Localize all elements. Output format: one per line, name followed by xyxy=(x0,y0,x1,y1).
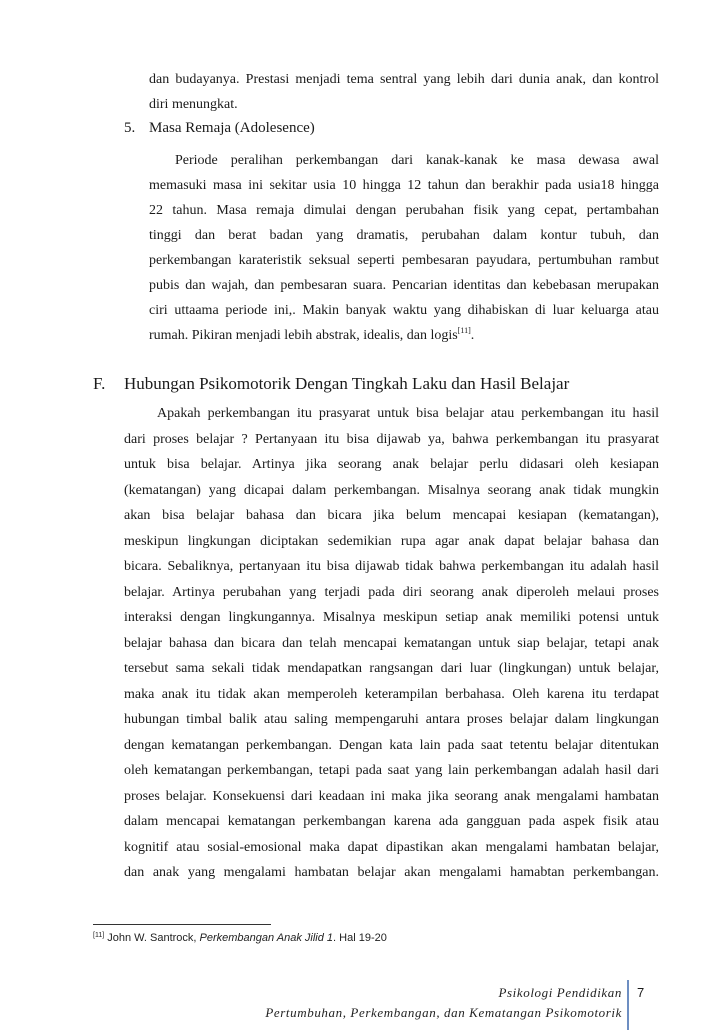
footer-divider xyxy=(627,980,629,1030)
footnote-marker: [11] xyxy=(93,932,105,939)
paragraph-line: diri menungkat. xyxy=(149,97,238,112)
paragraph-line: dengan kematangan perkembangan. Dengan kata lain pada saat tetentu belajar ditentukan xyxy=(124,738,659,753)
paragraph-line: oleh kematangan perkembangan, tetapi pada saat yang lain perkembangan adalah hasil dari xyxy=(124,763,659,778)
paragraph-text: rumah. Pikiran menjadi lebih abstrak, idealis, dan logis xyxy=(149,328,458,343)
paragraph-line: dan budayanya. Prestasi menjadi tema sentral yang lebih dari dunia anak, dan kontrol xyxy=(149,72,659,87)
footnote xyxy=(93,932,387,944)
paragraph-line: Apakah perkembangan itu prasyarat untuk bisa belajar atau perkembangan itu hasil xyxy=(157,406,659,421)
footer-course-title: Psikologi Pendidikan xyxy=(498,985,622,1000)
paragraph-line: maka anak itu tidak akan memperoleh keterampilan berbahasa. Oleh karena itu terdapat xyxy=(124,687,659,702)
paragraph-line: ciri uttaama periode ini,. Makin banyak waktu yang dihabiskan di luar keluarga atau xyxy=(149,303,659,318)
footnote-divider xyxy=(93,924,271,925)
paragraph-line: meskipun lingkungan diciptakan sedemikian rupa agar anak dapat belajar bahasa dan xyxy=(124,534,659,549)
paragraph-line: dari proses belajar ? Pertanyaan itu bisa dijawab ya, bahwa perkembangan itu prasyarat xyxy=(124,432,659,447)
paragraph-line: belajar bahasa dan bicara dan telah mencapai kematangan untuk siap belajar, tetapi anak xyxy=(124,636,659,651)
footnote-book-title: Perkembangan Anak Jilid 1 xyxy=(199,932,334,944)
section-letter: F. xyxy=(93,374,106,393)
paragraph-line: proses belajar. Konsekuensi dari keadaan ini maka jika seorang anak mengalami hambatan xyxy=(124,789,659,804)
paragraph-line: hubungan timbal balik atau saling mempengaruhi antara proses belajar dalam lingkungan xyxy=(124,712,659,727)
paragraph-line: (kematangan) yang dicapai dalam perkembangan. Misalnya seorang anak tidak mungkin xyxy=(124,483,659,498)
footnote-author: John W. Santrock, xyxy=(104,932,200,944)
paragraph-line: bicara. Sebaliknya, pertanyaan itu bisa dijawab tidak bahwa perkembangan itu adalah hasil xyxy=(124,559,659,574)
paragraph-line: dalam mencapai kematangan perkembangan karena ada gangguan pada aspek fisik atau xyxy=(124,814,659,829)
paragraph-line: tersebut sama sekali tidak mendapatkan rangsangan dari luar (lingkungan) untuk belajar, xyxy=(124,661,659,676)
section-heading: Hubungan Psikomotorik Dengan Tingkah Laku dan Hasil Belajar xyxy=(124,374,570,393)
paragraph-line: perkembangan karateristik seksual seperti pembesaran payudara, pertumbuhan rambut xyxy=(149,253,659,268)
paragraph-text: . xyxy=(470,328,475,343)
page-number: 7 xyxy=(637,985,645,1000)
paragraph-line: akan bisa belajar bahasa dan bicara jika belum mencapai kesiapan (kematangan), xyxy=(124,508,659,523)
paragraph-line: tinggi dan berat badan yang dramatis, perubahan dalam kontur tubuh, dan xyxy=(149,228,659,243)
paragraph-line: belajar. Artinya perubahan yang terjadi pada diri seorang anak diperoleh melaui proses xyxy=(124,585,659,600)
paragraph-line: interaksi dengan lingkungannya. Misalnya meskipun setiap anak memiliki potensi untuk xyxy=(124,610,659,625)
paragraph-line: dan anak yang mengalami hambatan belajar akan mengalami hamabtan perkembangan. xyxy=(124,865,659,880)
footnote-page: . Hal 19-20 xyxy=(333,932,387,944)
paragraph-line xyxy=(149,328,474,344)
list-number: 5. xyxy=(124,120,136,136)
paragraph-line: untuk bisa belajar. Artinya jika seorang anak belajar perlu didasari oleh kesiapan xyxy=(124,457,659,472)
list-item-title: Masa Remaja (Adolesence) xyxy=(149,120,315,136)
paragraph-line: 22 tahun. Masa remaja dimulai dengan perubahan fisik yang cepat, pertambahan xyxy=(149,203,659,218)
paragraph-line: Periode peralihan perkembangan dari kanak-kanak ke masa dewasa awal xyxy=(175,153,659,168)
paragraph-line: kognitif atau sosial-emosional maka dapat dipastikan akan mengalami hambatan belajar, xyxy=(124,840,659,855)
citation-marker: [11] xyxy=(457,326,471,335)
paragraph-line: memasuki masa ini sekitar usia 10 hingga 12 tahun dan berakhir pada usia18 hingga xyxy=(149,178,659,193)
paragraph-line: pubis dan wajah, dan pembesaran suara. Pencarian identitas dan kebebasan merupakan xyxy=(149,278,659,293)
footer-chapter-title: Pertumbuhan, Perkembangan, dan Kematangan Psikomotorik xyxy=(265,1005,622,1020)
